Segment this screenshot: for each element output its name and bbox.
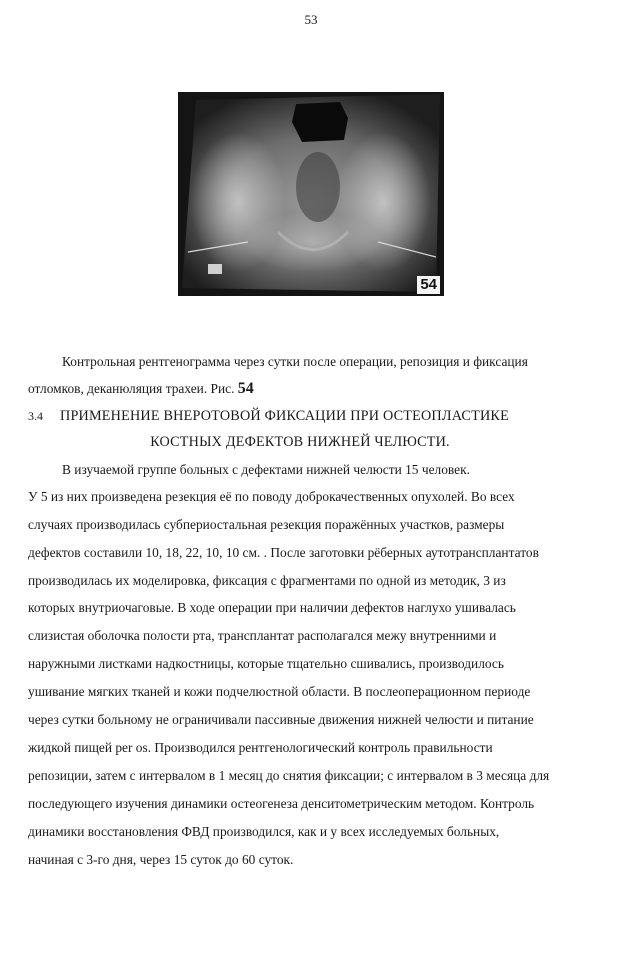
- body-line: начиная с 3-го дня, через 15 суток до 60 суток.: [28, 852, 294, 867]
- body-line: через сутки больному не ограничивали пассивные движения нижней челюсти и питание: [28, 712, 534, 727]
- xray-image: [178, 92, 444, 296]
- section-title-line-1: ПРИМЕНЕНИЕ ВНЕРОТОВОЙ ФИКСАЦИИ ПРИ ОСТЕОПЛАСТИКЕ: [60, 408, 509, 424]
- figure-number-label: 54: [417, 276, 440, 294]
- figure-caption-line-1: Контрольная рентгенограмма через сутки после операции, репозиция и фиксация: [62, 354, 528, 369]
- body-line: слизистая оболочка полости рта, трансплантат располагался межу внутренними и: [28, 628, 497, 643]
- body-line: ушивание мягких тканей и кожи подчелюстной области. В послеоперационном периоде: [28, 684, 531, 699]
- figure-caption-line-2: [28, 381, 254, 397]
- body-line: жидкой пищей per os. Производился рентгенологический контроль правильности: [28, 740, 493, 755]
- body-line: В изучаемой группе больных с дефектами нижней челюсти 15 человек.: [62, 462, 470, 477]
- section-title-line-2: КОСТНЫХ ДЕФЕКТОВ НИЖНЕЙ ЧЕЛЮСТИ.: [150, 434, 450, 450]
- page-number: 53: [304, 12, 318, 27]
- figure-caption-number: 54: [237, 380, 254, 397]
- body-line: У 5 из них произведена резекция её по поводу доброкачественных опухолей. Во всех: [28, 489, 515, 504]
- figure-caption-text: отломков, деканюляция трахеи. Рис.: [28, 381, 238, 396]
- body-line: последующего изучения динамики остеогенеза денситометрическим методом. Контроль: [28, 796, 535, 811]
- xray-graphic: [178, 92, 444, 296]
- body-line: производилась их моделировка, фиксация с фрагментами по одной из методик, 3 из: [28, 573, 506, 588]
- body-line: наружными листками надкостницы, которые тщательно сшивались, производилось: [28, 656, 504, 671]
- body-line: случаях производилась субпериостальная резекция поражённых участков, размеры: [28, 517, 505, 532]
- body-line: репозиции, затем с интервалом в 1 месяц до снятия фиксации; с интервалом в 3 месяца для: [28, 768, 550, 783]
- body-line: динамики восстановления ФВД производился, как и у всех исследуемых больных,: [28, 824, 500, 839]
- body-line: дефектов составили 10, 18, 22, 10, 10 см. . После заготовки рёберных аутотрансплантатов: [28, 545, 539, 560]
- body-line: которых внутриочаговые. В ходе операции при наличии дефектов наглухо ушивалась: [28, 600, 516, 615]
- section-number: 3.4: [28, 409, 43, 423]
